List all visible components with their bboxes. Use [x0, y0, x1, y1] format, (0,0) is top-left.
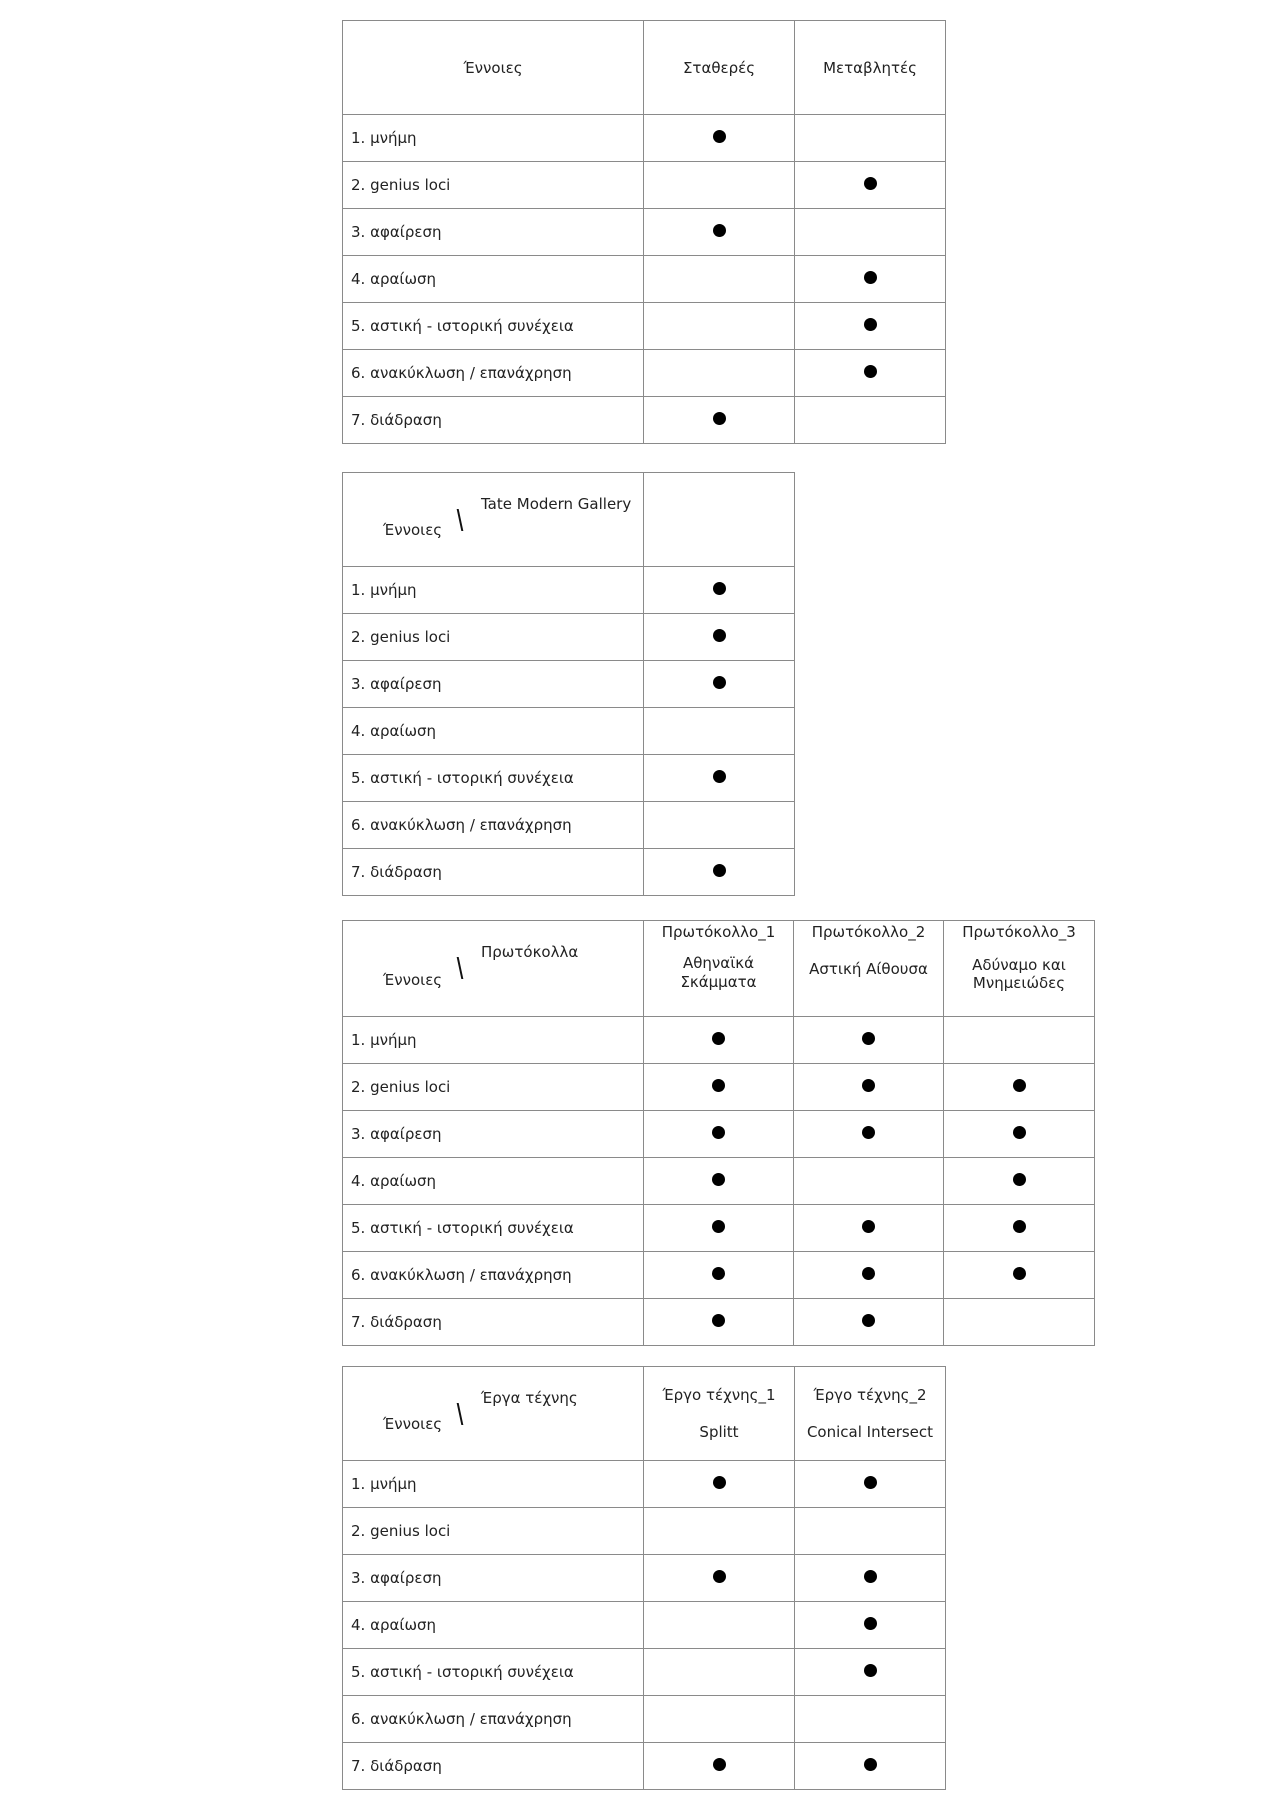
- bullet-dot-icon: [713, 676, 726, 689]
- mark-cell: [644, 303, 795, 350]
- mark-cell: [944, 1017, 1095, 1064]
- table-row: [343, 209, 946, 256]
- table-row: [343, 256, 946, 303]
- mark-cell: [944, 1299, 1095, 1346]
- mark-cell: [644, 1602, 795, 1649]
- table-row: [343, 1743, 946, 1790]
- header-concepts: Έννοιες: [383, 971, 443, 989]
- table-row: [343, 661, 795, 708]
- bullet-dot-icon: [1013, 1220, 1026, 1233]
- bullet-dot-icon: [862, 1314, 875, 1327]
- concept-label: 1. μνήμη: [343, 567, 644, 614]
- header-diagonal-cell: [343, 1367, 644, 1461]
- mark-cell: [644, 1508, 795, 1555]
- table-row: [343, 350, 946, 397]
- bullet-dot-icon: [862, 1126, 875, 1139]
- header-artwork-2: [795, 1367, 946, 1461]
- concept-label: 6. ανακύκλωση / επανάχρηση: [343, 1252, 644, 1299]
- bullet-dot-icon: [712, 1314, 725, 1327]
- concept-label: 2. genius loci: [343, 614, 644, 661]
- table-constants-variables: [342, 20, 946, 444]
- concept-label: 4. αραίωση: [343, 256, 644, 303]
- table-row: [343, 1602, 946, 1649]
- mark-cell: [644, 115, 795, 162]
- bullet-dot-icon: [862, 1032, 875, 1045]
- concept-label: 7. διάδραση: [343, 1743, 644, 1790]
- bullet-dot-icon: [712, 1079, 725, 1092]
- mark-cell: [644, 162, 795, 209]
- concept-label: 6. ανακύκλωση / επανάχρηση: [343, 802, 644, 849]
- concept-label: 6. ανακύκλωση / επανάχρηση: [343, 350, 644, 397]
- bullet-dot-icon: [862, 1220, 875, 1233]
- mark-cell: [794, 1017, 944, 1064]
- concept-label: 1. μνήμη: [343, 1017, 644, 1064]
- table-header-row: [343, 1367, 946, 1461]
- bullet-dot-icon: [864, 1570, 877, 1583]
- table-row: [343, 1111, 1095, 1158]
- bullet-dot-icon: [1013, 1079, 1026, 1092]
- header-subject: Πρωτόκολλα: [481, 943, 579, 961]
- table-header-row: [343, 21, 946, 115]
- mark-cell: [944, 1252, 1095, 1299]
- table-row: [343, 397, 946, 444]
- mark-cell: [644, 708, 795, 755]
- mark-cell: [644, 614, 795, 661]
- mark-cell: [795, 1555, 946, 1602]
- bullet-dot-icon: [713, 130, 726, 143]
- protocol-3-name: Αδύναμο και Μνημειώδες: [972, 955, 1066, 992]
- bullet-dot-icon: [864, 365, 877, 378]
- concept-label: 2. genius loci: [343, 162, 644, 209]
- header-diagonal-cell: [343, 473, 644, 567]
- mark-cell: [795, 350, 946, 397]
- header-protocol-2: [794, 921, 944, 1017]
- artwork-1-name: Splitt: [699, 1422, 739, 1441]
- mark-cell: [644, 1743, 795, 1790]
- bullet-dot-icon: [712, 1126, 725, 1139]
- bullet-dot-icon: [713, 864, 726, 877]
- concept-label: 6. ανακύκλωση / επανάχρηση: [343, 1696, 644, 1743]
- concept-label: 4. αραίωση: [343, 708, 644, 755]
- mark-cell: [944, 1064, 1095, 1111]
- mark-cell: [644, 1299, 794, 1346]
- mark-cell: [644, 1205, 794, 1252]
- mark-cell: [795, 256, 946, 303]
- mark-cell: [644, 567, 795, 614]
- header-variables: Μεταβλητές: [795, 21, 946, 115]
- concept-label: 7. διάδραση: [343, 1299, 644, 1346]
- header-protocol-3: [944, 921, 1095, 1017]
- diagonal-divider: [457, 1403, 464, 1425]
- table-row: [343, 1461, 946, 1508]
- table2-body: [343, 567, 795, 896]
- mark-cell: [644, 849, 795, 896]
- mark-cell: [644, 802, 795, 849]
- protocol-2-name: Αστική Αίθουσα: [809, 959, 928, 978]
- concept-label: 5. αστική - ιστορική συνέχεια: [343, 1205, 644, 1252]
- diagonal-divider: [457, 957, 464, 979]
- mark-cell: [795, 397, 946, 444]
- protocol-1-name: Αθηναϊκά Σκάμματα: [680, 953, 757, 991]
- bullet-dot-icon: [864, 1758, 877, 1771]
- mark-cell: [644, 1555, 795, 1602]
- protocol-3-title: Πρωτόκολλο_3: [962, 923, 1076, 941]
- table-row: [343, 1017, 1095, 1064]
- concept-label: 3. αφαίρεση: [343, 661, 644, 708]
- mark-cell: [795, 115, 946, 162]
- mark-cell: [794, 1064, 944, 1111]
- mark-cell: [795, 1696, 946, 1743]
- table-row: [343, 567, 795, 614]
- bullet-dot-icon: [864, 1617, 877, 1630]
- mark-cell: [795, 1602, 946, 1649]
- mark-cell: [944, 1205, 1095, 1252]
- bullet-dot-icon: [713, 1476, 726, 1489]
- mark-cell: [644, 1158, 794, 1205]
- bullet-dot-icon: [713, 224, 726, 237]
- mark-cell: [644, 1064, 794, 1111]
- mark-cell: [944, 1158, 1095, 1205]
- bullet-dot-icon: [864, 1476, 877, 1489]
- protocol-2-title: Πρωτόκολλο_2: [811, 923, 926, 941]
- table-header-row: [343, 921, 1095, 1017]
- table-row: [343, 115, 946, 162]
- bullet-dot-icon: [1013, 1267, 1026, 1280]
- header-artwork-1: [644, 1367, 795, 1461]
- concept-label: 1. μνήμη: [343, 115, 644, 162]
- header-concepts: Έννοιες: [383, 521, 443, 539]
- protocol-1-title: Πρωτόκολλο_1: [661, 923, 776, 941]
- mark-cell: [644, 1017, 794, 1064]
- table-row: [343, 614, 795, 661]
- concept-label: 2. genius loci: [343, 1508, 644, 1555]
- bullet-dot-icon: [862, 1267, 875, 1280]
- mark-cell: [795, 209, 946, 256]
- artwork-1-title: Έργο τέχνης_1: [662, 1385, 776, 1404]
- table-tate-modern: [342, 472, 795, 896]
- mark-cell: [644, 755, 795, 802]
- table-row: [343, 708, 795, 755]
- mark-cell: [794, 1205, 944, 1252]
- mark-cell: [644, 1696, 795, 1743]
- concept-label: 7. διάδραση: [343, 849, 644, 896]
- mark-cell: [794, 1299, 944, 1346]
- mark-cell: [795, 303, 946, 350]
- table4-body: [343, 1461, 946, 1790]
- bullet-dot-icon: [712, 1173, 725, 1186]
- concept-label: 5. αστική - ιστορική συνέχεια: [343, 755, 644, 802]
- table-protocols: [342, 920, 1095, 1346]
- mark-cell: [795, 1743, 946, 1790]
- mark-cell: [644, 256, 795, 303]
- table-row: [343, 1696, 946, 1743]
- bullet-dot-icon: [864, 1664, 877, 1677]
- table-row: [343, 1252, 1095, 1299]
- mark-cell: [794, 1252, 944, 1299]
- mark-cell: [644, 350, 795, 397]
- mark-cell: [944, 1111, 1095, 1158]
- mark-cell: [795, 1649, 946, 1696]
- mark-cell: [795, 162, 946, 209]
- table-row: [343, 1649, 946, 1696]
- table-row: [343, 1158, 1095, 1205]
- header-protocol-1: [644, 921, 794, 1017]
- table-row: [343, 1299, 1095, 1346]
- bullet-dot-icon: [1013, 1126, 1026, 1139]
- table1-body: [343, 115, 946, 444]
- mark-cell: [644, 1252, 794, 1299]
- table-row: [343, 1064, 1095, 1111]
- mark-cell: [644, 1649, 795, 1696]
- mark-cell: [794, 1158, 944, 1205]
- table-row: [343, 849, 795, 896]
- table-row: [343, 1555, 946, 1602]
- table-row: [343, 1205, 1095, 1252]
- concept-label: 3. αφαίρεση: [343, 209, 644, 256]
- mark-cell: [644, 1461, 795, 1508]
- mark-cell: [644, 1111, 794, 1158]
- table-artworks: [342, 1366, 946, 1790]
- mark-cell: [644, 661, 795, 708]
- header-empty: [644, 473, 795, 567]
- bullet-dot-icon: [712, 1220, 725, 1233]
- concept-label: 5. αστική - ιστορική συνέχεια: [343, 303, 644, 350]
- bullet-dot-icon: [713, 412, 726, 425]
- concept-label: 7. διάδραση: [343, 397, 644, 444]
- table-row: [343, 162, 946, 209]
- table-row: [343, 303, 946, 350]
- bullet-dot-icon: [712, 1032, 725, 1045]
- bullet-dot-icon: [713, 582, 726, 595]
- table-row: [343, 1508, 946, 1555]
- concept-label: 3. αφαίρεση: [343, 1555, 644, 1602]
- table-header-row: [343, 473, 795, 567]
- bullet-dot-icon: [864, 318, 877, 331]
- bullet-dot-icon: [713, 1570, 726, 1583]
- bullet-dot-icon: [864, 271, 877, 284]
- header-subject: Tate Modern Gallery: [481, 495, 632, 513]
- bullet-dot-icon: [862, 1079, 875, 1092]
- bullet-dot-icon: [713, 629, 726, 642]
- bullet-dot-icon: [712, 1267, 725, 1280]
- bullet-dot-icon: [864, 177, 877, 190]
- diagonal-divider: [457, 509, 464, 531]
- concept-label: 1. μνήμη: [343, 1461, 644, 1508]
- concept-label: 3. αφαίρεση: [343, 1111, 644, 1158]
- concept-label: 5. αστική - ιστορική συνέχεια: [343, 1649, 644, 1696]
- mark-cell: [794, 1111, 944, 1158]
- header-subject: Έργα τέχνης: [481, 1389, 578, 1407]
- artwork-2-name: Conical Intersect: [806, 1422, 934, 1441]
- header-constants: Σταθερές: [644, 21, 795, 115]
- concept-label: 4. αραίωση: [343, 1158, 644, 1205]
- mark-cell: [795, 1461, 946, 1508]
- concept-label: 2. genius loci: [343, 1064, 644, 1111]
- mark-cell: [644, 397, 795, 444]
- mark-cell: [644, 209, 795, 256]
- table-row: [343, 802, 795, 849]
- table3-body: [343, 1017, 1095, 1346]
- header-concepts: Έννοιες: [343, 21, 644, 115]
- header-concepts: Έννοιες: [383, 1415, 443, 1433]
- artwork-2-title: Έργο τέχνης_2: [813, 1385, 927, 1404]
- mark-cell: [795, 1508, 946, 1555]
- concept-label: 4. αραίωση: [343, 1602, 644, 1649]
- bullet-dot-icon: [713, 770, 726, 783]
- header-diagonal-cell: [343, 921, 644, 1017]
- bullet-dot-icon: [713, 1758, 726, 1771]
- bullet-dot-icon: [1013, 1173, 1026, 1186]
- table-row: [343, 755, 795, 802]
